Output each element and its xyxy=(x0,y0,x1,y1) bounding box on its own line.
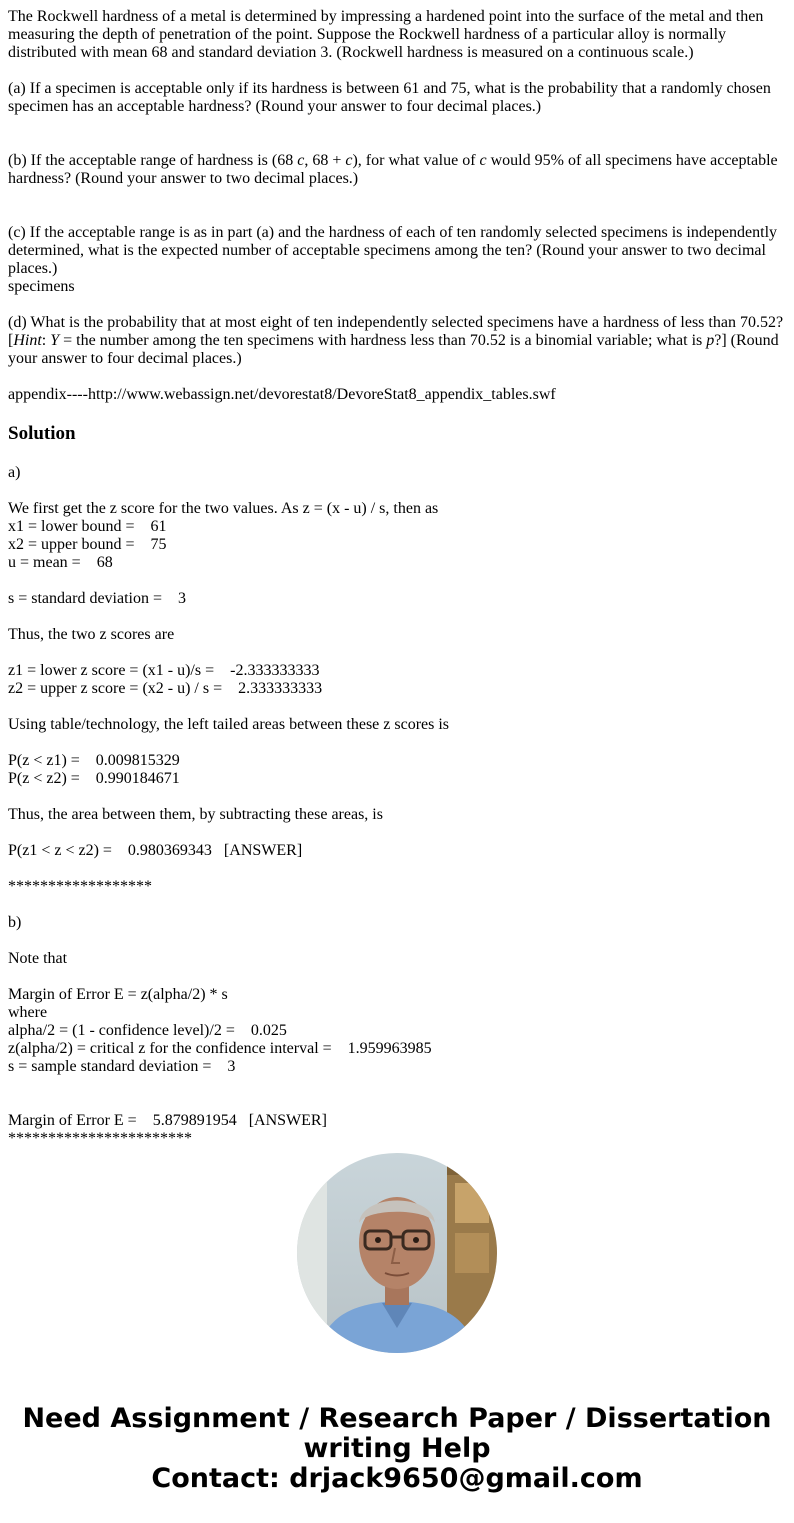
solution-pz1: P(z < z1) = 0.009815329 xyxy=(8,752,180,769)
tutor-avatar xyxy=(297,1153,497,1353)
promo-banner xyxy=(0,1404,794,1494)
solution-z-intro: Thus, the two z scores are xyxy=(8,626,175,643)
question-part-b: (b) If the acceptable range of hardness is (68 c, 68 + c), for what value of c would 95% of all specimens have acceptable hardness? (Round your answer to two decimal places.) xyxy=(8,152,778,187)
promo-line-2: writing Help xyxy=(303,1433,491,1464)
solution-sd: s = standard deviation = 3 xyxy=(8,590,187,607)
solution-z2: z2 = upper z score = (x2 - u) / s = 2.333333333 xyxy=(8,680,323,697)
solution-b-label: b) xyxy=(8,914,22,931)
solution-zcrit: z(alpha/2) = critical z for the confidence interval = 1.959963985 xyxy=(8,1040,432,1057)
solution-a-intro: We first get the z score for the two values. As z = (x - u) / s, then as xyxy=(8,500,439,517)
tutor-portrait-image xyxy=(297,1153,497,1353)
question-part-c-unit: specimens xyxy=(8,278,75,295)
solution-mean: u = mean = 68 xyxy=(8,554,113,571)
document-body xyxy=(8,8,786,1148)
solution-b-note: Note that xyxy=(8,950,68,967)
question-part-c: (c) If the acceptable range is as in part (a) and the hardness of each of ten randomly selected specimens is independently determined, what is the expected number of acceptable specimens among the ten? (Round your answer to two decimal places.) xyxy=(8,224,778,277)
question-intro: The Rockwell hardness of a metal is determined by impressing a hardened point into the surface of the metal and then measuring the depth of penetration of the point. Suppose the Rockwell hardness of a particular alloy is normally distributed with mean 68 and standard deviation 3. (Rockwell hardness is measured on a continuous scale.) xyxy=(8,8,764,61)
solution-x2: x2 = upper bound = 75 xyxy=(8,536,167,553)
question-part-d: (d) What is the probability that at most eight of ten independently selected specimens have a hardness of less than 70.52? [Hint: Y = the number among the ten specimens with hardness less than 70.52 is a binomial variable; what is p?] (Round your answer to four decimal places.) xyxy=(8,314,784,367)
solution-answer-b: Margin of Error E = 5.879891954 [ANSWER] xyxy=(8,1112,327,1129)
solution-heading: Solution xyxy=(8,423,76,444)
solution-a-label: a) xyxy=(8,464,21,481)
solution-z1: z1 = lower z score = (x1 - u)/s = -2.333333333 xyxy=(8,662,320,679)
solution-sample-sd: s = sample standard deviation = 3 xyxy=(8,1058,236,1075)
separator-a: ****************** xyxy=(8,878,152,895)
question-part-a: (a) If a specimen is acceptable only if its hardness is between 61 and 75, what is the probability that a randomly chosen specimen has an acceptable hardness? (Round your answer to four decimal places.) xyxy=(8,80,771,115)
appendix-link: appendix----http://www.webassign.net/devorestat8/DevoreStat8_appendix_tables.swf xyxy=(8,386,556,403)
solution-moe-formula: Margin of Error E = z(alpha/2) * s xyxy=(8,986,228,1003)
separator-b: *********************** xyxy=(8,1130,192,1147)
solution-table-intro: Using table/technology, the left tailed areas between these z scores is xyxy=(8,716,450,733)
solution-x1: x1 = lower bound = 61 xyxy=(8,518,167,535)
solution-where: where xyxy=(8,1004,48,1021)
solution-alpha: alpha/2 = (1 - confidence level)/2 = 0.025 xyxy=(8,1022,287,1039)
solution-pz2: P(z < z2) = 0.990184671 xyxy=(8,770,180,787)
solution-answer-a: P(z1 < z < z2) = 0.980369343 [ANSWER] xyxy=(8,842,303,859)
promo-line-1: Need Assignment / Research Paper / Dissertation xyxy=(22,1403,772,1434)
solution-area-intro: Thus, the area between them, by subtracting these areas, is xyxy=(8,806,383,823)
promo-contact: Contact: drjack9650@gmail.com xyxy=(151,1463,643,1494)
